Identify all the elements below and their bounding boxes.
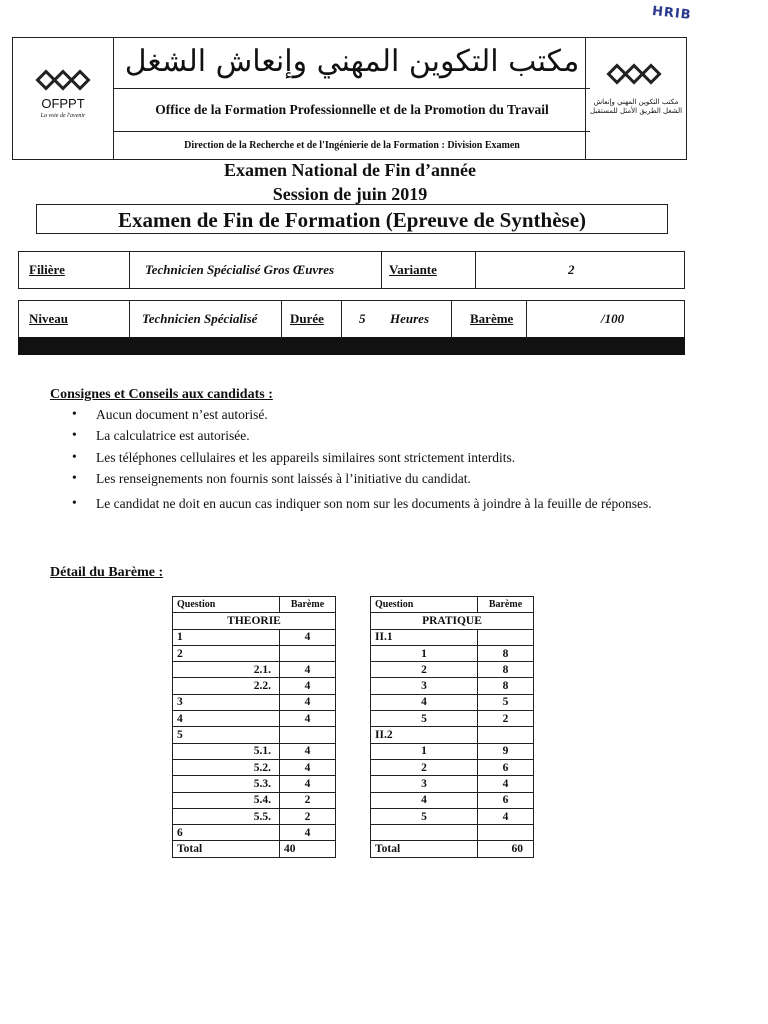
ofppt-emblem-icon	[586, 38, 682, 96]
pratique-table	[370, 596, 534, 858]
table-row	[173, 759, 336, 775]
bareme-cell: 4	[280, 629, 336, 645]
question-cell	[371, 792, 478, 808]
sub-question-number: 2.1.	[253, 663, 271, 676]
table-row	[371, 711, 534, 727]
table-row	[173, 776, 336, 792]
sub-question-number: 5.4.	[253, 794, 271, 807]
question-cell	[173, 629, 280, 645]
question-cell	[173, 776, 280, 792]
arabic-title: مكتب التكوين المهني وإنعاش الشغل	[114, 38, 590, 89]
bareme-cell: 5	[478, 694, 534, 710]
sub-question-number: 5.1.	[253, 745, 271, 758]
question-cell	[173, 694, 280, 710]
bareme-value: /100	[601, 311, 625, 326]
bareme-label: Barème	[470, 311, 514, 326]
question-cell	[371, 776, 478, 792]
bareme-cell: 4	[280, 759, 336, 775]
table-row	[371, 678, 534, 694]
bareme-cell: 2	[280, 792, 336, 808]
filiere-value: Technicien Spécialisé Gros Œuvres	[145, 262, 335, 277]
sub-question-number: 1	[421, 745, 427, 758]
bareme-cell: 6	[478, 792, 534, 808]
table-row	[173, 743, 336, 759]
duree-unit: Heures	[390, 311, 429, 326]
variante-label: Variante	[389, 262, 437, 277]
table-row	[173, 792, 336, 808]
table-row	[371, 792, 534, 808]
question-cell	[371, 808, 478, 824]
ofppt-emblem-icon	[13, 38, 113, 98]
sub-question-number: 3	[421, 777, 427, 790]
filiere-row	[18, 251, 685, 289]
bareme-cell: 2	[280, 808, 336, 824]
question-number: 4	[177, 712, 183, 725]
table-row	[371, 694, 534, 710]
question-cell	[173, 645, 280, 661]
question-cell	[173, 727, 280, 743]
theorie-heading: THEORIE	[173, 613, 336, 629]
question-number: 2	[177, 647, 183, 660]
question-cell	[173, 662, 280, 678]
exam-title: Examen National de Fin d’année	[223, 160, 477, 180]
ofppt-logo-left	[13, 38, 114, 159]
total-label: Total	[173, 841, 280, 857]
bareme-cell	[478, 825, 534, 841]
question-cell	[371, 629, 478, 645]
header-center	[114, 38, 590, 159]
question-cell	[173, 743, 280, 759]
table-row	[371, 662, 534, 678]
question-cell	[371, 678, 478, 694]
handwritten-note: HRIB	[651, 3, 693, 24]
bareme-cell: 4	[280, 711, 336, 727]
bareme-cell: 6	[478, 759, 534, 775]
filiere-label: Filière	[29, 262, 65, 277]
table-row	[173, 629, 336, 645]
question-cell	[371, 662, 478, 678]
table-row	[173, 808, 336, 824]
question-cell	[371, 645, 478, 661]
office-name: Office de la Formation Professionnelle et de la Promotion du Travail	[114, 89, 590, 132]
question-number: II.1	[375, 631, 393, 644]
question-number: 3	[177, 696, 183, 709]
niveau-value: Technicien Spécialisé	[142, 311, 258, 326]
total-label: Total	[371, 841, 478, 857]
table-row	[371, 629, 534, 645]
question-cell	[173, 792, 280, 808]
question-cell	[173, 825, 280, 841]
table-row	[371, 743, 534, 759]
bareme-cell: 4	[280, 825, 336, 841]
sub-question-number: 5.5.	[253, 810, 271, 823]
question-cell	[371, 759, 478, 775]
question-number: 5	[177, 729, 183, 742]
variante-value: 2	[568, 262, 575, 277]
sub-question-number: 5.3.	[253, 777, 271, 790]
bareme-cell: 4	[280, 743, 336, 759]
bareme-cell: 8	[478, 678, 534, 694]
sub-question-number: 2	[421, 761, 427, 774]
col-question: Question	[371, 597, 478, 613]
table-row	[371, 727, 534, 743]
bareme-cell: 8	[478, 645, 534, 661]
sub-question-number: 4	[421, 794, 427, 807]
table-row	[173, 711, 336, 727]
bareme-cell: 4	[280, 776, 336, 792]
sub-question-number: 2.2.	[253, 680, 271, 693]
sub-question-number: 2	[421, 663, 427, 676]
question-cell	[173, 808, 280, 824]
bareme-cell	[280, 645, 336, 661]
session-title: Session de juin 2019	[272, 184, 428, 204]
sub-question-number: 5	[421, 712, 427, 725]
bareme-cell: 4	[478, 808, 534, 824]
direction-name: Direction de la Recherche et de l'Ingénierie de la Formation : Division Examen	[184, 140, 520, 151]
table-row	[173, 678, 336, 694]
bareme-cell: 4	[280, 662, 336, 678]
sub-question-number: 1	[421, 647, 427, 660]
question-cell	[371, 711, 478, 727]
sub-question-number: 4	[421, 696, 427, 709]
table-row	[371, 808, 534, 824]
table-row	[173, 727, 336, 743]
sub-question-number: 5	[421, 810, 427, 823]
exam-type-box: Examen de Fin de Formation (Epreuve de Synthèse)	[36, 204, 668, 234]
table-row	[173, 662, 336, 678]
question-cell	[371, 727, 478, 743]
bareme-cell: 4	[280, 694, 336, 710]
question-number: 1	[177, 631, 183, 644]
question-cell	[371, 825, 478, 841]
question-number: II.2	[375, 729, 393, 742]
question-cell	[173, 678, 280, 694]
table-row	[173, 645, 336, 661]
bareme-cell: 2	[478, 711, 534, 727]
bareme-cell	[280, 727, 336, 743]
duree-value: 5	[359, 311, 366, 326]
bareme-cell: 4	[478, 776, 534, 792]
detail-bareme-title: Détail du Barème :	[50, 565, 164, 580]
sub-question-number: 3	[421, 680, 427, 693]
theorie-table	[172, 596, 336, 858]
ofppt-logo-right	[585, 38, 686, 159]
table-row	[371, 825, 534, 841]
duree-label: Durée	[290, 311, 324, 326]
niveau-label: Niveau	[29, 311, 68, 326]
question-cell	[371, 694, 478, 710]
total-value: 40	[280, 841, 336, 857]
question-number: 6	[177, 826, 183, 839]
ofppt-logo-text: OFPPT	[41, 96, 85, 111]
table-row	[173, 825, 336, 841]
total-value: 60	[478, 841, 534, 857]
question-cell	[173, 759, 280, 775]
sub-question-number: 5.2.	[253, 761, 271, 774]
question-cell	[371, 743, 478, 759]
table-row	[371, 759, 534, 775]
table-row	[371, 776, 534, 792]
consignes-title: Consignes et Conseils aux candidats :	[50, 387, 273, 402]
arabic-logo-text: مكتب التكوين المهني وإنعاش الشغل الطريق الأمثل للمستقبل	[589, 98, 683, 115]
col-bareme: Barème	[280, 597, 336, 613]
table-row	[173, 694, 336, 710]
col-bareme: Barème	[478, 597, 534, 613]
bareme-cell	[478, 629, 534, 645]
niveau-row	[18, 300, 685, 338]
question-cell	[173, 711, 280, 727]
pratique-heading: PRATIQUE	[371, 613, 534, 629]
bareme-cell	[478, 727, 534, 743]
ofppt-logo-tagline: La voie de l'avenir	[40, 113, 86, 119]
black-divider	[18, 337, 685, 355]
bareme-cell: 4	[280, 678, 336, 694]
table-row	[371, 645, 534, 661]
bareme-cell: 9	[478, 743, 534, 759]
col-question: Question	[173, 597, 280, 613]
institution-header	[12, 37, 687, 160]
bareme-cell: 8	[478, 662, 534, 678]
